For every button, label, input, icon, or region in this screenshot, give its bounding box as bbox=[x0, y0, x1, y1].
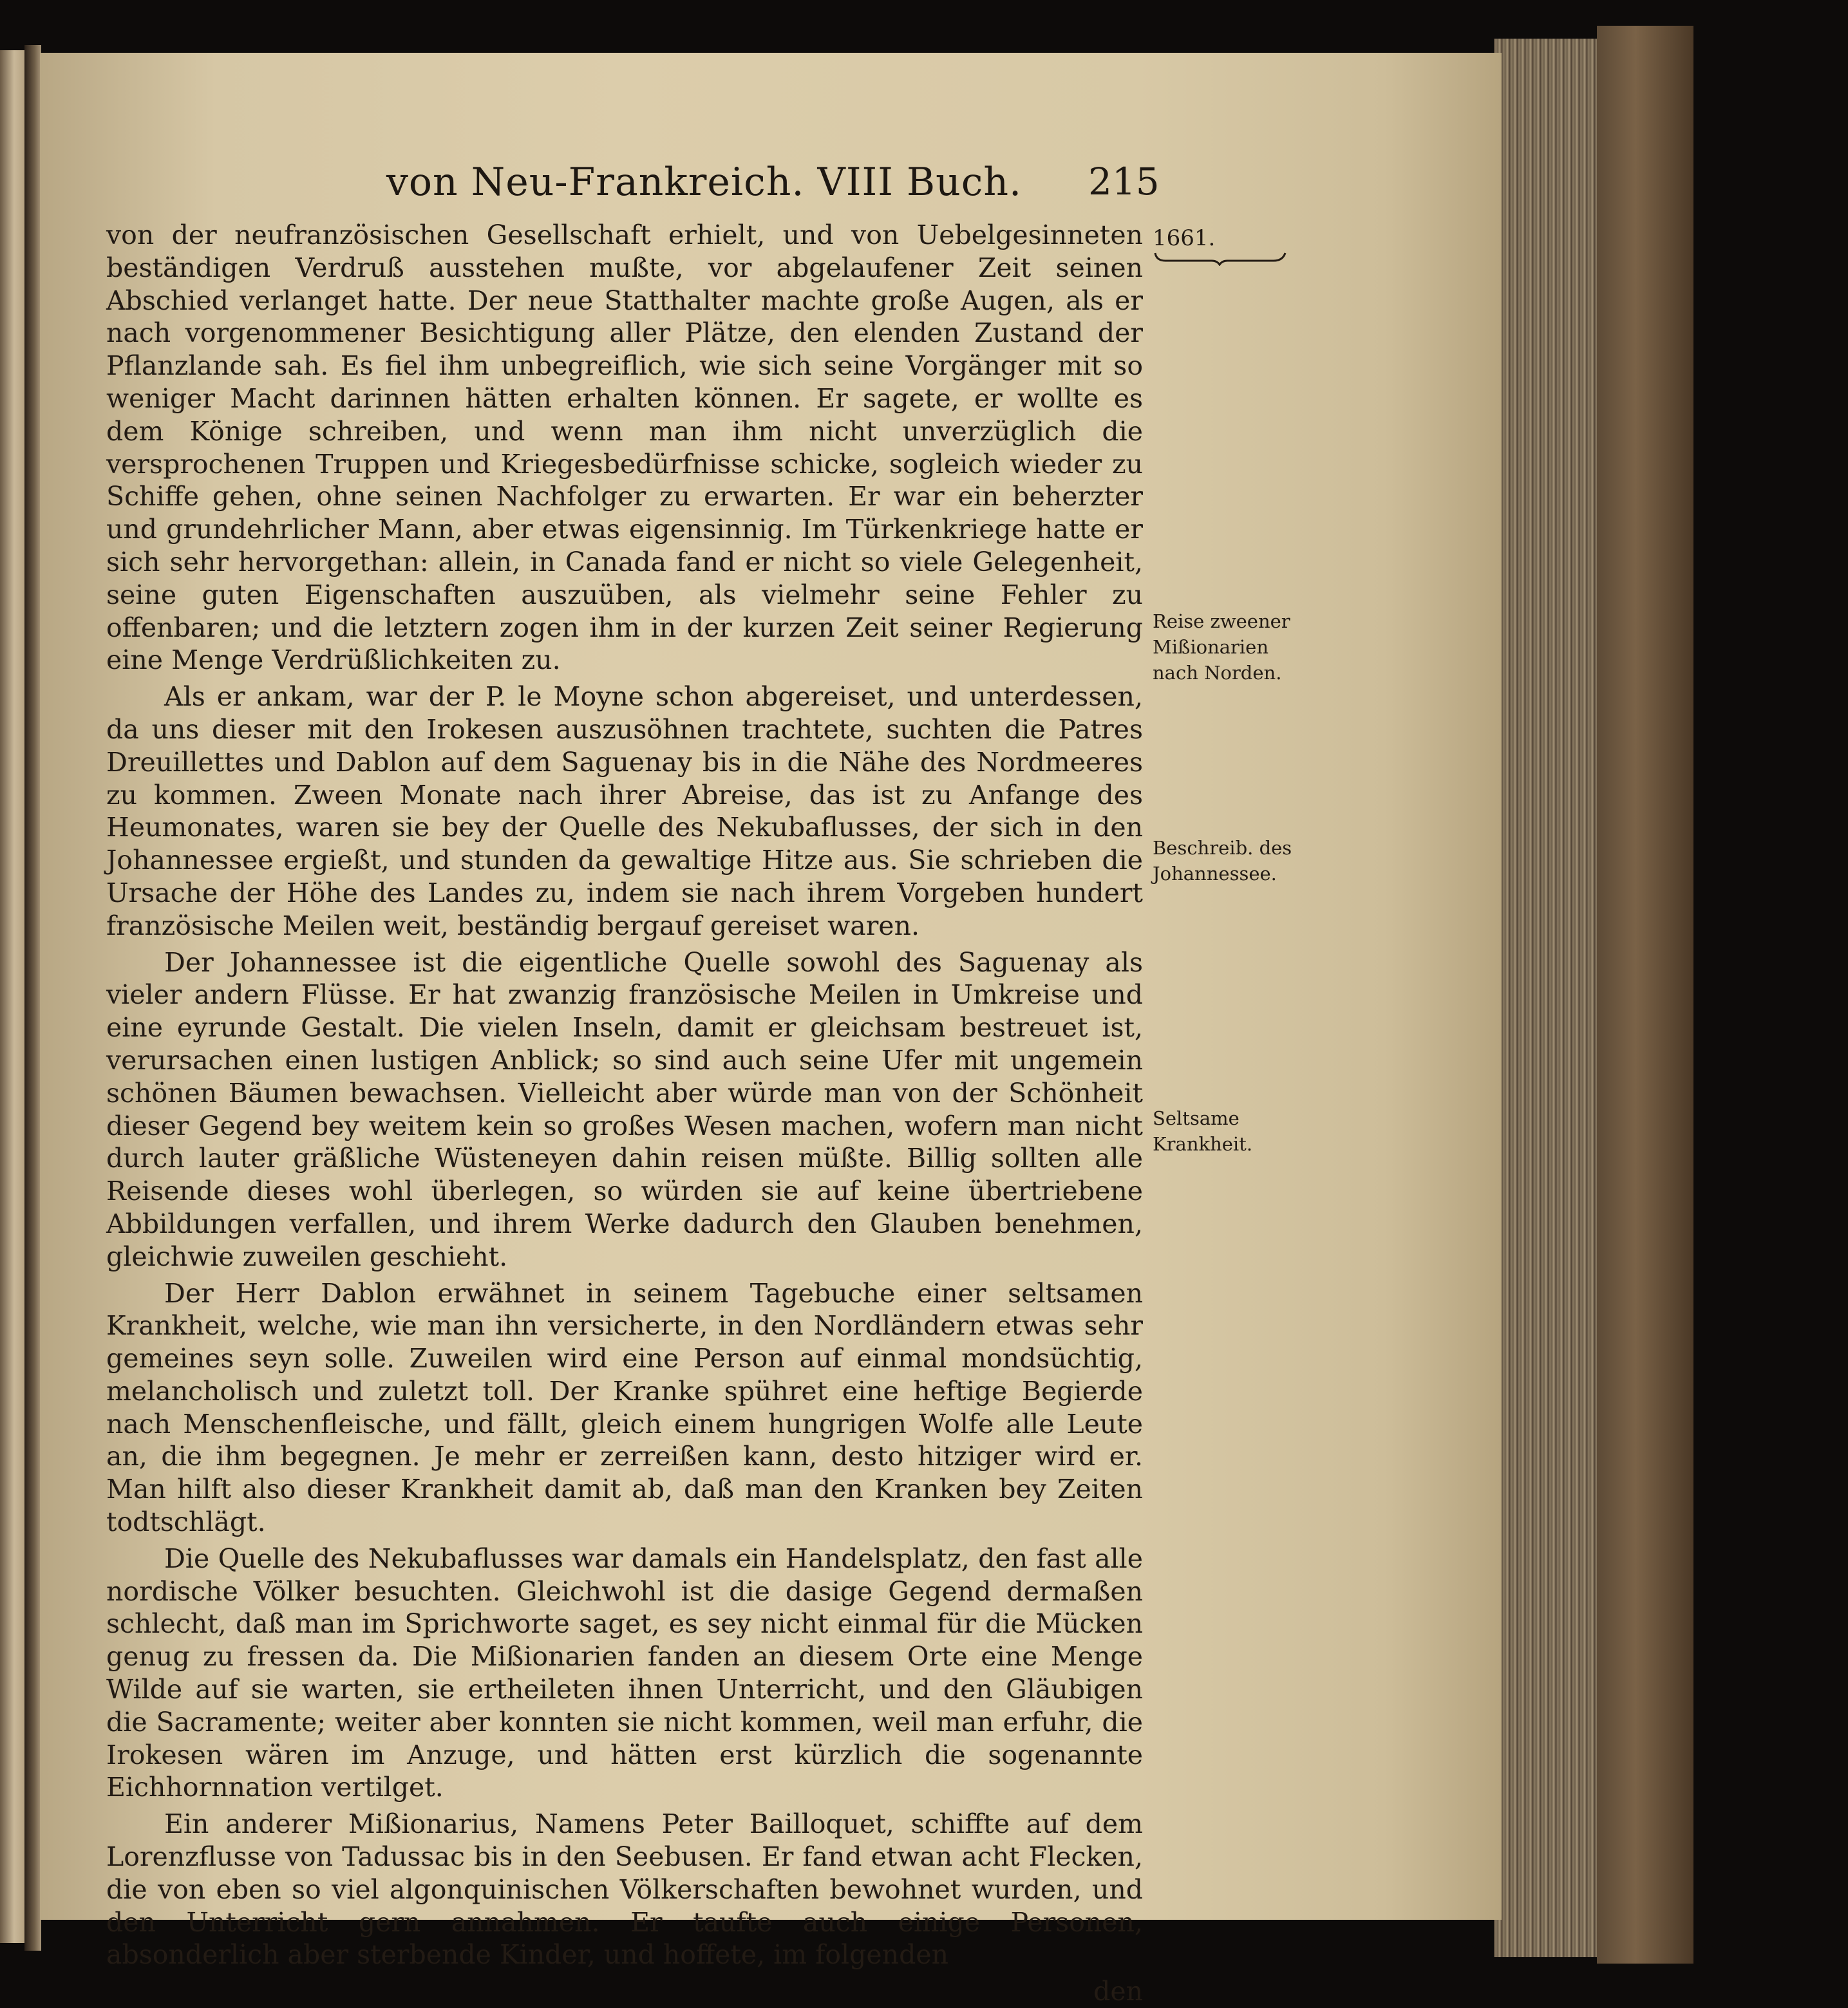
brace-icon bbox=[1153, 250, 1288, 266]
year-label: 1661. bbox=[1153, 225, 1216, 251]
paragraph: Der Herr Dablon erwähnet in seinem Tagebuche einer seltsamen Krankheit, welche, wie man ihn versicherte, in den Nordländern etwas sehr gemeines seyn solle. Zuweilen wird eine Person auf einmal mondsüchtig, melancholisch und zuletzt toll. Der Kranke spühret eine heftige Begierde nach Menschenfleische, und fällt, gleich einem hungrigen Wolfe alle Leute an, die ihm begegnen. Je mehr er zerreißen kann, desto hitziger wird er. Man hilft also dieser Krankheit damit ab, daß man den Kranken bey Zeiten todtschlägt. bbox=[106, 1277, 1143, 1538]
margin-note-journey: Reise zweener Mißionarien nach Norden. bbox=[1153, 610, 1290, 684]
book-cover-edge bbox=[1597, 26, 1693, 1964]
page-stack-edge bbox=[1494, 39, 1603, 1957]
paragraph: Ein anderer Mißionarius, Namens Peter Bailloquet, schiffte auf dem Lorenzflusse von Tadussac bis in den Seebusen. Er fand etwan acht Flecken, die von eben so viel algonquinischen Völkerschaften bewohnet wurden, und den Unterricht gern annahmen. Er taufte auch einige Personen, absonderlich aber sterbende Kinder, und hoffete, im folgenden bbox=[106, 1808, 1143, 1971]
page-number: 215 bbox=[1088, 160, 1160, 203]
left-page-edge bbox=[0, 50, 26, 1943]
catchword: den bbox=[1093, 1976, 1143, 2007]
paragraph: von der neufranzösischen Gesellschaft erhielt, und von Uebelgesinneten beständigen Verdruß ausstehen mußte, vor abgelaufener Zeit seinen Abschied verlanget hatte. Der neue Statthalter machte große Augen, als er nach vorgenommener Besichtigung aller Plätze, den elenden Zustand der Pflanzlande sah. Es fiel ihm unbegreiflich, wie sich seine Vorgänger mit so weniger Macht darinnen hätten erhalten können. Er sagete, er wollte es dem Könige schreiben, und wenn man ihm nicht unverzüglich die versprochenen Truppen und Kriegesbedürfnisse schicke, sogleich wieder zu Schiffe gehen, ohne seinen Nachfolger zu erwarten. Er war ein beherzter und grundehrlicher Mann, aber etwas eigensinnig. Im Türkenkriege hatte er sich sehr hervorgethan: allein, in Canada fand er nicht so viele Gelegenheit, seine guten Eigenschaften auszuüben, als vielmehr seine Fehler zu offenbaren; und die letztern zogen ihm in der kurzen Zeit seiner Regierung eine Menge Verdrüßlichkeiten zu. bbox=[106, 220, 1143, 676]
book-gutter bbox=[24, 45, 41, 1951]
paragraph: Der Johannessee ist die eigentliche Quelle sowohl des Saguenay als vieler andern Flüsse. Er hat zwanzig französische Meilen in Umkreise und eine eyrunde Gestalt. Die vielen Inseln, damit er gleichsam bestreuet ist, verursachen einen lustigen Anblick; so sind auch seine Ufer mit ungemein schönen Bäumen bewachsen. Vielleicht aber würde man von der Schönheit dieser Gegend bey weitem kein so großes Wesen machen, wofern man nicht durch lauter gräßliche Wüsteneyen dahin reisen müßte. Billig sollten alle Reisende dieses wohl überlegen, so würden sie auf keine übertriebene Abbildungen verfallen, und ihrem Werke dadurch den Glauben benehmen, gleichwie zuweilen geschieht. bbox=[106, 946, 1143, 1272]
paragraph: Die Quelle des Nekubaflusses war damals ein Handelsplatz, den fast alle nordische Völker besuchten. Gleichwohl ist die dasige Gegend dermaßen schlecht, daß man im Sprichworte saget, es sey nicht einmal für die Mücken genug zu fressen da. Die Mißionarien fanden an diesem Orte eine Menge Wilde auf sie warten, sie ertheileten ihnen Unterricht, und den Gläubigen die Sacramente; weiter aber konnten sie nicht kommen, weil man erfuhr, die Irokesen wären im Anzuge, und hätten erst kürzlich die sogenannte Eichhornnation vertilget. bbox=[106, 1543, 1143, 1803]
paragraph: Als er ankam, war der P. le Moyne schon abgereiset, und unterdessen, da uns dieser mit den Irokesen auszusöhnen trachtete, suchten die Patres Dreuillettes und Dablon auf dem Saguenay bis in die Nähe des Nordmeeres zu kommen. Zween Monate nach ihrer Abreise, das ist zu Anfange des Heumonates, waren sie bey der Quelle des Nekubaflusses, der sich in den Johannessee ergießt, und stunden da gewaltige Hitze aus. Sie schrieben die Ursache der Höhe des Landes zu, indem sie nach ihrem Vorgeben hundert französische Meilen weit, beständig bergauf gereiset waren. bbox=[106, 681, 1143, 941]
main-text bbox=[106, 219, 1143, 2008]
running-title: von Neu-Frankreich. VIII Buch. bbox=[386, 160, 1023, 205]
margin-year bbox=[1153, 225, 1307, 266]
margin-note-illness: Seltsame Krankheit. bbox=[1153, 1107, 1253, 1155]
margin-note-lake: Beschreib. des Johannessee. bbox=[1153, 837, 1292, 885]
